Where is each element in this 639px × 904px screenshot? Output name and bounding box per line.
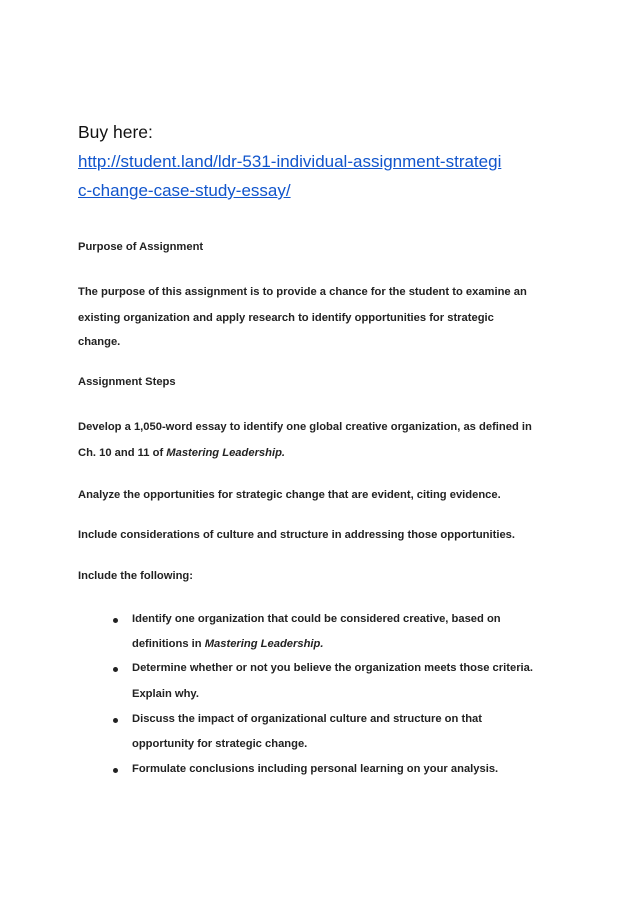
bullet-dot-icon [113, 718, 118, 723]
analyze-text: Analyze the opportunities for strategic change that are evident, citing evidence. [78, 489, 501, 501]
include-considerations-text: Include considerations of culture and structure in addressing those opportunities. [78, 529, 515, 541]
develop-text-line-1: Develop a 1,050-word essay to identify one global creative organization, as defined in [78, 421, 532, 433]
list-item-1-prefix: definitions in [132, 638, 205, 650]
develop-text-line-2 [78, 446, 285, 460]
purpose-heading: Purpose of Assignment [78, 241, 204, 253]
steps-heading: Assignment Steps [78, 376, 176, 388]
list-item-1-book-title: Mastering Leadership. [204, 638, 324, 650]
purpose-text-line-2: existing organization and apply research to identify opportunities for strategic [78, 312, 494, 324]
list-item-2-line-2: Explain why. [132, 688, 199, 700]
develop-text-prefix: Ch. 10 and 11 of [78, 447, 167, 459]
list-item-2-line-1: Determine whether or not you believe the organization meets those criteria. [132, 662, 533, 674]
purchase-link-line-1[interactable]: http://student.land/ldr-531-individual-assignment-strategi [78, 152, 502, 171]
buy-here-label: Buy here: [78, 122, 153, 142]
list-item-4-line-1: Formulate conclusions including personal learning on your analysis. [132, 763, 499, 775]
bullet-dot-icon [113, 768, 118, 773]
list-item-1-line-2 [132, 637, 323, 651]
purpose-text-line-3: change. [78, 336, 121, 348]
list-item-3-line-2: opportunity for strategic change. [132, 738, 308, 750]
purchase-link-line-2[interactable]: c-change-case-study-essay/ [78, 181, 291, 200]
include-following-text: Include the following: [78, 570, 193, 582]
bullet-dot-icon [113, 618, 118, 623]
list-item-3-line-1: Discuss the impact of organizational culture and structure on that [132, 713, 482, 725]
book-title: Mastering Leadership. [166, 447, 286, 459]
list-item-1-line-1: Identify one organization that could be considered creative, based on [132, 613, 501, 625]
purpose-text-line-1: The purpose of this assignment is to provide a chance for the student to examine an [78, 286, 527, 298]
bullet-dot-icon [113, 667, 118, 672]
